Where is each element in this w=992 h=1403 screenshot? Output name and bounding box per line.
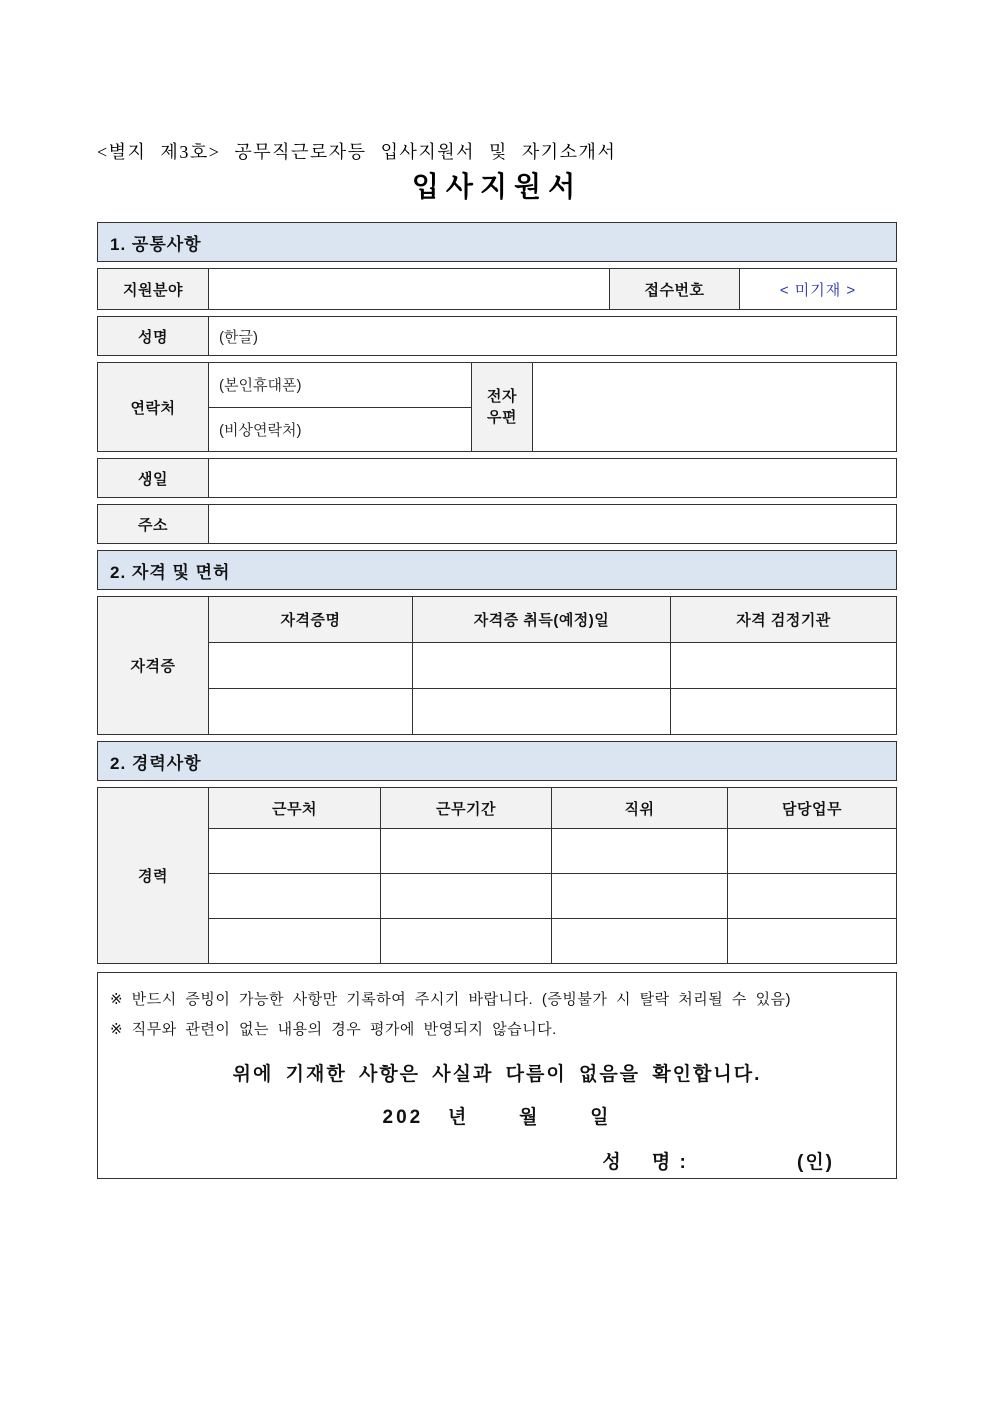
career-data-row — [209, 873, 896, 918]
doc-label: <별지 제3호> 공무직근로자등 입사지원서 및 자기소개서 — [97, 142, 617, 162]
license-data-row — [209, 688, 896, 734]
license-name-cell[interactable] — [209, 689, 412, 734]
career-col-workplace: 근무처 — [209, 788, 380, 828]
career-position-cell[interactable] — [551, 919, 727, 963]
note-line-2: ※ 직무와 관련이 없는 내용의 경우 평가에 반영되지 않습니다. — [110, 1021, 557, 1038]
date-line: 202 년 월 일 — [382, 1107, 612, 1128]
footer-box — [97, 972, 897, 1179]
email-label — [471, 363, 532, 451]
career-table-body — [208, 788, 896, 963]
career-period-cell[interactable] — [380, 874, 551, 918]
career-workplace-cell[interactable] — [209, 874, 380, 918]
license-row-label: 자격증 — [98, 597, 208, 734]
birthday-label: 생일 — [98, 459, 208, 497]
career-data-row — [209, 828, 896, 873]
page-title: 입사지원서 — [411, 171, 583, 202]
form-document — [97, 140, 897, 1179]
career-position-cell[interactable] — [551, 829, 727, 873]
career-data-row — [209, 918, 896, 963]
license-data-row — [209, 642, 896, 688]
career-table — [97, 787, 897, 964]
career-position-cell[interactable] — [551, 874, 727, 918]
receipt-no-label: 접수번호 — [609, 269, 739, 309]
declaration-line: 위에 기재한 사항은 사실과 다름이 없음을 확인합니다. — [232, 1064, 762, 1085]
license-col-name: 자격증명 — [209, 597, 412, 642]
career-col-period: 근무기간 — [380, 788, 551, 828]
name-label: 성명 — [98, 317, 208, 355]
career-header-row — [209, 788, 896, 828]
address-label: 주소 — [98, 505, 208, 543]
license-date-cell[interactable] — [412, 689, 670, 734]
phone-self-input[interactable]: (본인휴대폰) — [219, 377, 302, 395]
row-apply-field — [97, 268, 897, 310]
email-label-line1: 전자 — [487, 388, 517, 405]
email-input[interactable] — [532, 363, 896, 451]
name-input[interactable]: (한글) — [208, 317, 896, 355]
license-table — [97, 596, 897, 735]
phone-column — [208, 363, 471, 451]
section-heading-common — [97, 222, 897, 262]
apply-field-label: 지원분야 — [98, 269, 208, 309]
license-date-cell[interactable] — [412, 643, 670, 688]
section-heading-career — [97, 741, 897, 781]
career-period-cell[interactable] — [380, 919, 551, 963]
license-col-agency: 자격 검정기관 — [670, 597, 896, 642]
career-duty-cell[interactable] — [727, 874, 896, 918]
career-row-label: 경력 — [98, 788, 208, 963]
career-period-cell[interactable] — [380, 829, 551, 873]
section-heading-common-label: 1. 공통사항 — [110, 234, 202, 254]
license-table-body — [208, 597, 896, 734]
career-col-duty: 담당업무 — [727, 788, 896, 828]
receipt-no-value[interactable]: < 미기재 > — [739, 269, 896, 309]
signature-line: 성 명 : (인) — [602, 1152, 834, 1173]
row-birthday — [97, 458, 897, 498]
address-input[interactable] — [208, 505, 896, 543]
career-workplace-cell[interactable] — [209, 919, 380, 963]
birthday-input[interactable] — [208, 459, 896, 497]
license-agency-cell[interactable] — [670, 689, 896, 734]
career-col-position: 직위 — [551, 788, 727, 828]
career-duty-cell[interactable] — [727, 829, 896, 873]
email-label-line2: 우편 — [487, 409, 517, 426]
phone-emergency-input[interactable]: (비상연락처) — [209, 407, 471, 452]
career-workplace-cell[interactable] — [209, 829, 380, 873]
license-name-cell[interactable] — [209, 643, 412, 688]
license-agency-cell[interactable] — [670, 643, 896, 688]
row-contact — [97, 362, 897, 452]
apply-field-input[interactable] — [208, 269, 609, 309]
note-line-1: ※ 반드시 증빙이 가능한 사항만 기록하여 주시기 바랍니다. (증빙불가 시 탈락 처리될 수 있음) — [110, 991, 792, 1008]
row-address — [97, 504, 897, 544]
row-name — [97, 316, 897, 356]
license-header-row — [209, 597, 896, 642]
career-duty-cell[interactable] — [727, 919, 896, 963]
license-col-date: 자격증 취득(예정)일 — [412, 597, 670, 642]
contact-label: 연락처 — [98, 363, 208, 451]
section-heading-career-label: 2. 경력사항 — [110, 753, 202, 773]
section-heading-license-label: 2. 자격 및 면허 — [110, 562, 231, 582]
section-heading-license — [97, 550, 897, 590]
